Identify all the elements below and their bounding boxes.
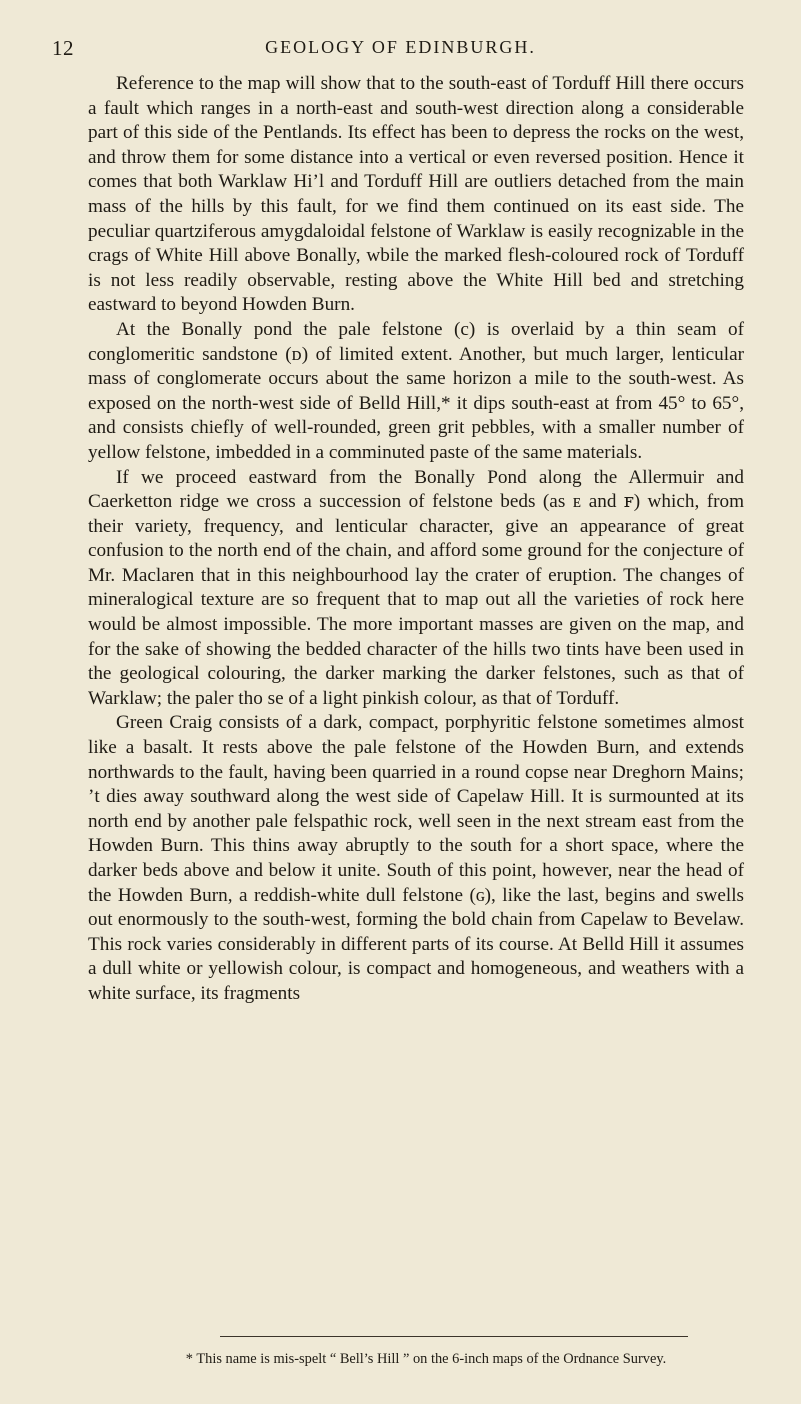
body-text (88, 72, 744, 1007)
footnote: * This name is mis-spelt “ Bell’s Hill ” on the 6-inch maps of the Ordnance Survey. (185, 1351, 667, 1367)
paragraph-green-craig: Green Craig consists of a dark, compact, porphyritic felstone sometimes almost like a basalt. It rests above the pale felstone of the Howden Burn, and extends northwards to the fault, having been quarried in a round copse near Dreghorn Mains; ʼt dies away southward along the west side of Capelaw Hill. It is surmounted at its north end by another pale felspathic rock, well seen in the next stream east from the Howden Burn. This thins away abruptly to the south for a short space, where the darker beds above and below it unite. South of this point, however, near the head of the Howden Burn, a reddish-white dull felstone (ɢ), like the last, begins and swells out enormously to the south-west, forming the bold chain from Capelaw to Bevelaw. This rock varies considerably in different parts of its course. At Belld Hill it assumes a dull white or yellowish colour, is compact and homogeneous, and weathers with a white surface, its fragments (88, 712, 744, 1004)
paragraph-fault: Reference to the map will show that to the south-east of Torduff Hill there occurs a fault which ranges in a north-east and south-west direction along a considerable part of this side of the Pentlands. Its effect has been to depress the rocks on the west, and throw them for some distance into a vertical or even reversed position. Hence it comes that both Warklaw Hiʼl and Torduff Hill are outliers detached from the main mass of the hills by this fault, for we find them continued on its east side. The peculiar quartziferous amygdaloidal felstone of Warklaw is easily recognizable in the crags of White Hill above Bonally, wbile the marked flesh-coloured rock of Torduff is not less readily observable, resting above the White Hill bed and stretching eastward to beyond Howden Burn. (88, 73, 744, 316)
running-head: GEOLOGY OF EDINBURGH. (265, 37, 536, 57)
paragraph-bonally-pond: At the Bonally pond the pale felstone (c) is overlaid by a thin seam of conglomeritic sandstone (ᴅ) of limited extent. Another, but much larger, lenticular mass of conglomerate occurs about the same horizon a mile to the south-west. As exposed on the north-west side of Belld Hill,* it dips south-east at from 45° to 65°, and consists chiefly of well-rounded, green grit pebbles, with a smaller number of yellow felstone, imbedded in a comminuted paste of the same materials. (88, 318, 744, 463)
page-number: 12 (52, 36, 74, 60)
paragraph-allermuir-ridge: If we proceed eastward from the Bonally Pond along the Allermuir and Caerketton ridge we cross a succession of felstone beds (as ᴇ and ꜰ) which, from their variety, frequency, and lenticular character, give an appearance of great confusion to the north end of the chain, and afford some ground for the conjecture of Mr. Maclaren that in this neighbourhood lay the crater of eruption. The changes of mineralogical texture are so frequent that to map out all the varieties of rock here would be almost impossible. The more important masses are given on the map, and for the sake of showing the bedded character of the hills two tints have been used in the geological colouring, the darker marking the darker felstones, such as that of Warklaw; the paler tho se of a light pinkish colour, as that of Torduff. (88, 466, 744, 709)
footnote-rule (220, 1336, 688, 1337)
page-header (52, 36, 749, 66)
